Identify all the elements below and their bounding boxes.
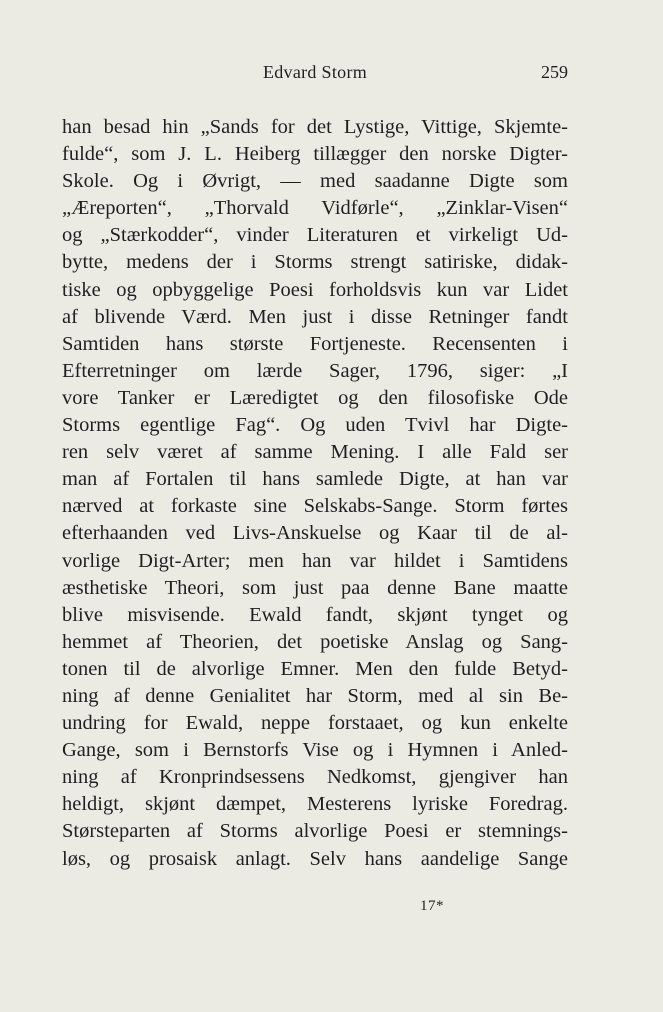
running-header (62, 62, 568, 88)
text-line: Efterretninger om lærde Sager, 1796, siger: „I (62, 359, 568, 382)
signature-mark: 17* (420, 898, 444, 914)
text-line: nærved at forkaste sine Selskabs-Sange. Storm førtes (62, 495, 568, 518)
text-line: heldigt, skjønt dæmpet, Mesterens lyriske Foredrag. (62, 793, 568, 816)
text-line: blive misvisende. Ewald fandt, skjønt tynget og (62, 603, 568, 626)
text-line: æsthetiske Theori, som just paa denne Bane maatte (62, 576, 568, 599)
body-text (62, 114, 568, 873)
text-line: efterhaanden ved Livs-Anskuelse og Kaar til de al- (62, 522, 568, 545)
running-title: Edvard Storm (262, 62, 368, 82)
text-line: løs, og prosaisk anlagt. Selv hans aandelige Sange (62, 847, 568, 870)
text-line: Skole. Og i Øvrigt, — med saadanne Digte som (62, 170, 568, 193)
text-line: vorlige Digt-Arter; men han var hildet i Samtidens (62, 549, 568, 572)
text-line: og „Stærkodder“, vinder Literaturen et virkeligt Ud- (62, 224, 568, 247)
text-line: ren selv været af samme Mening. I alle Fald ser (62, 441, 568, 464)
text-line: bytte, medens der i Storms strengt satiriske, didak- (62, 251, 568, 274)
text-line: fulde“, som J. L. Heiberg tillægger den norske Digter- (62, 143, 568, 166)
text-line: Storms egentlige Fag“. Og uden Tvivl har Digte- (62, 414, 568, 437)
text-line: „Æreporten“, „Thorvald Vidførle“, „Zinklar-Visen“ (62, 197, 568, 220)
text-line: man af Fortalen til hans samlede Digte, at han var (62, 468, 568, 491)
text-line: vore Tanker er Læredigtet og den filosofiske Ode (62, 386, 568, 409)
text-line: ning af denne Genialitet har Storm, med al sin Be- (62, 684, 568, 707)
text-line: Gange, som i Bernstorfs Vise og i Hymnen i Anled- (62, 739, 568, 762)
text-line: tonen til de alvorlige Emner. Men den fulde Betyd- (62, 657, 568, 680)
text-line: undring for Ewald, neppe forstaaet, og kun enkelte (62, 712, 568, 735)
text-line: ning af Kronprindsessens Nedkomst, gjengiver han (62, 766, 568, 789)
text-line: af blivende Værd. Men just i disse Retninger fandt (62, 305, 568, 328)
text-line: hemmet af Theorien, det poetiske Anslag og Sang- (62, 630, 568, 653)
text-line: Størsteparten af Storms alvorlige Poesi er stemnings- (62, 820, 568, 843)
text-line: tiske og opbyggelige Poesi forholdsvis kun var Lidet (62, 278, 568, 301)
page-number: 259 (541, 62, 568, 82)
text-line: han besad hin „Sands for det Lystige, Vittige, Skjemte- (62, 116, 568, 138)
text-line: Samtiden hans største Fortjeneste. Recensenten i (62, 332, 568, 355)
